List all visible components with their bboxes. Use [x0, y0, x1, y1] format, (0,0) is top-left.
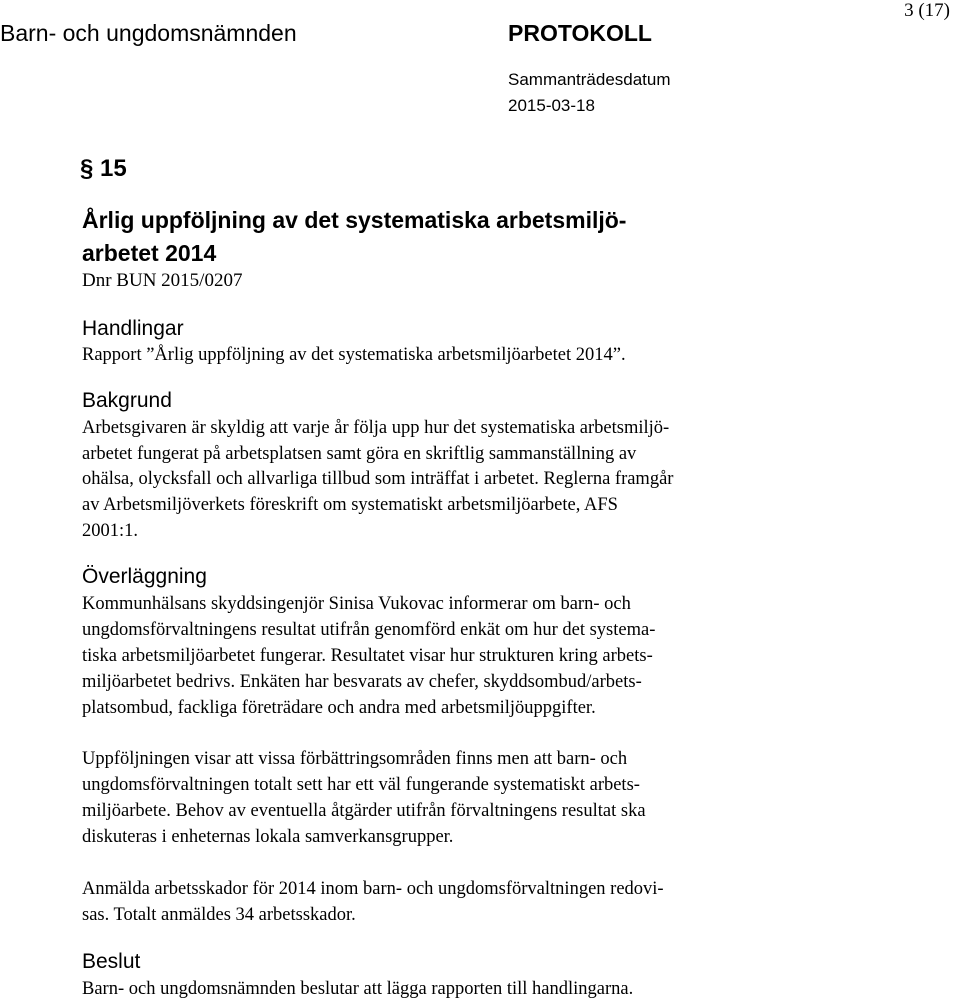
meeting-date-label: Sammanträdesdatum: [508, 70, 671, 89]
heading-overlaggning: Överläggning: [82, 565, 207, 588]
meeting-date: 2015-03-18: [508, 96, 595, 115]
body-line: Arbetsgivaren är skyldig att varje år följa upp hur det systematiska arbetsmiljö-: [82, 418, 670, 438]
heading-handlingar: Handlingar: [82, 317, 184, 340]
body-line: Anmälda arbetsskador för 2014 inom barn- och ungdomsförvaltningen redovi-: [82, 879, 664, 899]
body-line: miljöarbete. Behov av eventuella åtgärder utifrån förvaltningens resultat ska: [82, 801, 646, 821]
body-line: platsombud, fackliga företrädare och andra med arbetsmiljöuppgifter.: [82, 698, 596, 718]
paragraph-number: § 15: [80, 155, 127, 182]
section-title-line: Årlig uppföljning av det systematiska arbetsmiljö-: [82, 207, 627, 233]
body-line: Uppföljningen visar att vissa förbättringsområden finns men att barn- och: [82, 749, 628, 769]
body-line: diskuteras i enheternas lokala samverkansgrupper.: [82, 827, 454, 847]
body-line: av Arbetsmiljöverkets föreskrift om systematiskt arbetsmiljöarbete, AFS: [82, 495, 618, 515]
heading-beslut: Beslut: [82, 950, 141, 973]
heading-bakgrund: Bakgrund: [82, 389, 172, 412]
body-line: Kommunhälsans skyddsingenjör Sinisa Vukovac informerar om barn- och: [82, 594, 631, 614]
section-title-line: arbetet 2014: [82, 240, 217, 266]
body-line: ohälsa, olycksfall och allvarliga tillbud som inträffat i arbetet. Reglerna framgår: [82, 469, 674, 489]
body-line: arbetet fungerat på arbetsplatsen samt göra en skriftlig sammanställning av: [82, 444, 637, 464]
body-line: miljöarbetet bedrivs. Enkäten har besvarats av chefer, skyddsombud/arbets-: [82, 672, 642, 692]
page-number: 3 (17): [904, 0, 950, 21]
body-line: tiska arbetsmiljöarbetet fungerar. Resultatet visar hur strukturen kring arbets-: [82, 646, 653, 666]
body-line: ungdomsförvaltningen totalt sett har ett väl fungerande systematiskt arbets-: [82, 775, 640, 795]
body-line: 2001:1.: [82, 521, 139, 541]
diary-number: Dnr BUN 2015/0207: [82, 270, 243, 291]
body-line: ungdomsförvaltningens resultat utifrån genomförd enkät om hur det systema-: [82, 620, 656, 640]
body-line: Rapport ”Årlig uppföljning av det systematiska arbetsmiljöarbetet 2014”.: [82, 345, 626, 365]
header-doc-type: PROTOKOLL: [508, 20, 652, 46]
header-organization: Barn- och ungdomsnämnden: [0, 20, 297, 46]
body-line: Barn- och ungdomsnämnden beslutar att lägga rapporten till handlingarna.: [82, 979, 634, 999]
body-line: sas. Totalt anmäldes 34 arbetsskador.: [82, 905, 356, 925]
